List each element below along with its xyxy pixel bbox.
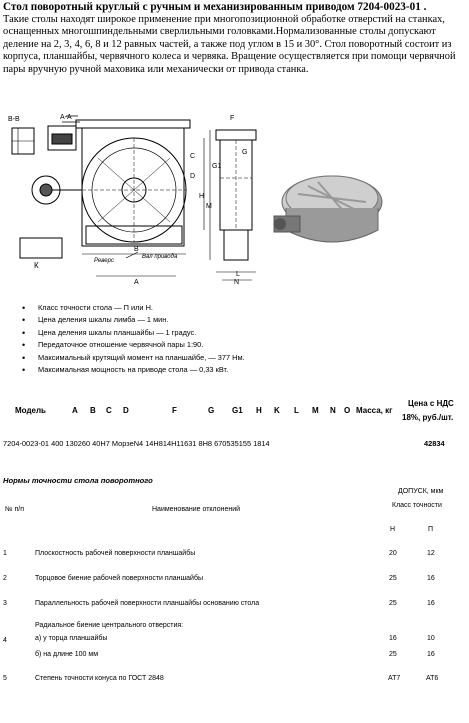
row-num: 1	[3, 550, 7, 557]
dim-label: G1	[212, 163, 222, 170]
row-h: 20	[389, 550, 397, 557]
dim-label: L	[236, 271, 240, 278]
col-header: G	[208, 406, 215, 415]
label-reverse: Реверс	[94, 258, 114, 264]
section-label-aa: А-А	[60, 114, 72, 121]
row-p: 16	[427, 600, 435, 607]
col-header: D	[123, 406, 129, 415]
row-num: 4	[3, 637, 7, 644]
technical-drawing	[6, 108, 264, 286]
col-header: H	[256, 406, 262, 415]
spec-item: • Класс точности стола — П или Н.	[22, 302, 245, 314]
row-subitem: а) у торца планшайбы	[35, 635, 108, 642]
label-shaft: Вал привода	[142, 254, 178, 260]
col-header: M	[312, 406, 319, 415]
dim-label: B	[134, 246, 139, 253]
col-header: C	[106, 406, 112, 415]
row-h: 25	[389, 575, 397, 582]
tol-header: Класс точности	[392, 502, 442, 509]
dim-label: G	[242, 149, 248, 156]
dim-label: M	[206, 203, 212, 210]
col-header: Модель	[15, 406, 46, 415]
col-name-header: Наименование отклонений	[152, 506, 241, 513]
row-h: 16	[389, 635, 397, 642]
spec-item: • Передаточное отношение червячной пары 1:90.	[22, 339, 245, 351]
row-name: Параллельность рабочей поверхности планшайбы основанию стола	[35, 600, 260, 607]
accuracy-title: Нормы точности стола поворотного	[3, 476, 153, 485]
col-header: F	[172, 406, 177, 415]
col-header: L	[294, 406, 299, 415]
col-header: Масса, кг	[356, 406, 393, 415]
row-num: 2	[3, 575, 7, 582]
spec-item: • Максимальная мощность на приводе стола — 0,33 кВт.	[22, 364, 245, 376]
product-description: Такие столы находят широкое применение при многопозиционной обработке отверстий на станках, оснащенных многошпиндельными сверлильными головками.Нормализованные столы допускают деление на 2, 3, 4, 6, 8 и 12 равных частей, а также под углом в 15 и 30°. Стол поворотный состоит из корпуса, планшайбы, червячного колеса и червяка. Вращение осуществляется при помощи червячной пары вручную ручной маховика или механически от привода станка.	[3, 14, 456, 75]
col-header: K	[274, 406, 280, 415]
row-name: Степень точности конуса по ГОСТ 2848	[35, 675, 164, 682]
dim-label: A	[134, 279, 139, 286]
row-p: 10	[427, 635, 435, 642]
col-header: G1	[232, 406, 243, 415]
dim-label: D	[190, 173, 196, 180]
dim-label: H	[199, 193, 205, 200]
section-label-bb: В-В	[8, 116, 20, 123]
row-name: Плоскостность рабочей поверхности планшайбы	[35, 550, 196, 557]
class-p: П	[428, 526, 434, 533]
row-p: АТ6	[426, 675, 439, 682]
spec-item: • Цена деления шкалы лимба — 1 мин.	[22, 314, 245, 326]
page-title: Стол поворотный круглый с ручным и механизированным приводом 7204-0023-01 .	[3, 1, 427, 13]
row-p: 12	[427, 550, 435, 557]
row-p: 16	[427, 575, 435, 582]
row-h: 25	[389, 600, 397, 607]
model-row: 7204-0023-01 400 130260 40Н7 МорзеN4 14Н814Н11631 8Н8 670535155 1814	[3, 439, 270, 448]
col-header: B	[90, 406, 96, 415]
row-p: 16	[427, 651, 435, 658]
col-num-header: № п/п	[5, 506, 24, 513]
spec-item: • Цена деления шкалы планшайбы — 1 градус.	[22, 327, 245, 339]
tol-header: ДОПУСК, мкм	[398, 488, 444, 495]
row-subitem: б) на длине 100 мм	[35, 651, 99, 658]
col-header: A	[72, 406, 78, 415]
specs-list	[22, 302, 245, 376]
row-h: АТ7	[388, 675, 401, 682]
row-num: 5	[3, 675, 7, 682]
spec-item: • Максимальный крутящий момент на планшайбе, — 377 Нм.	[22, 352, 245, 364]
product-photo	[268, 158, 390, 258]
row-num: 3	[3, 600, 7, 607]
row-name: Торцовое биение рабочей поверхности планшайбы	[35, 575, 204, 582]
dim-label: F	[230, 115, 235, 122]
col-header: N	[330, 406, 336, 415]
label-k: К	[34, 261, 39, 270]
row-name: Радиальное биение центрального отверстия:	[35, 622, 184, 629]
price-header: 18%, руб./шт.	[402, 413, 454, 422]
col-header: O	[344, 406, 351, 415]
dim-label: C	[190, 153, 196, 160]
row-h: 25	[389, 651, 397, 658]
class-h: Н	[390, 526, 396, 533]
dim-label: N	[234, 279, 240, 286]
price-header: Цена с НДС	[408, 399, 454, 408]
price-value: 42834	[424, 439, 445, 448]
